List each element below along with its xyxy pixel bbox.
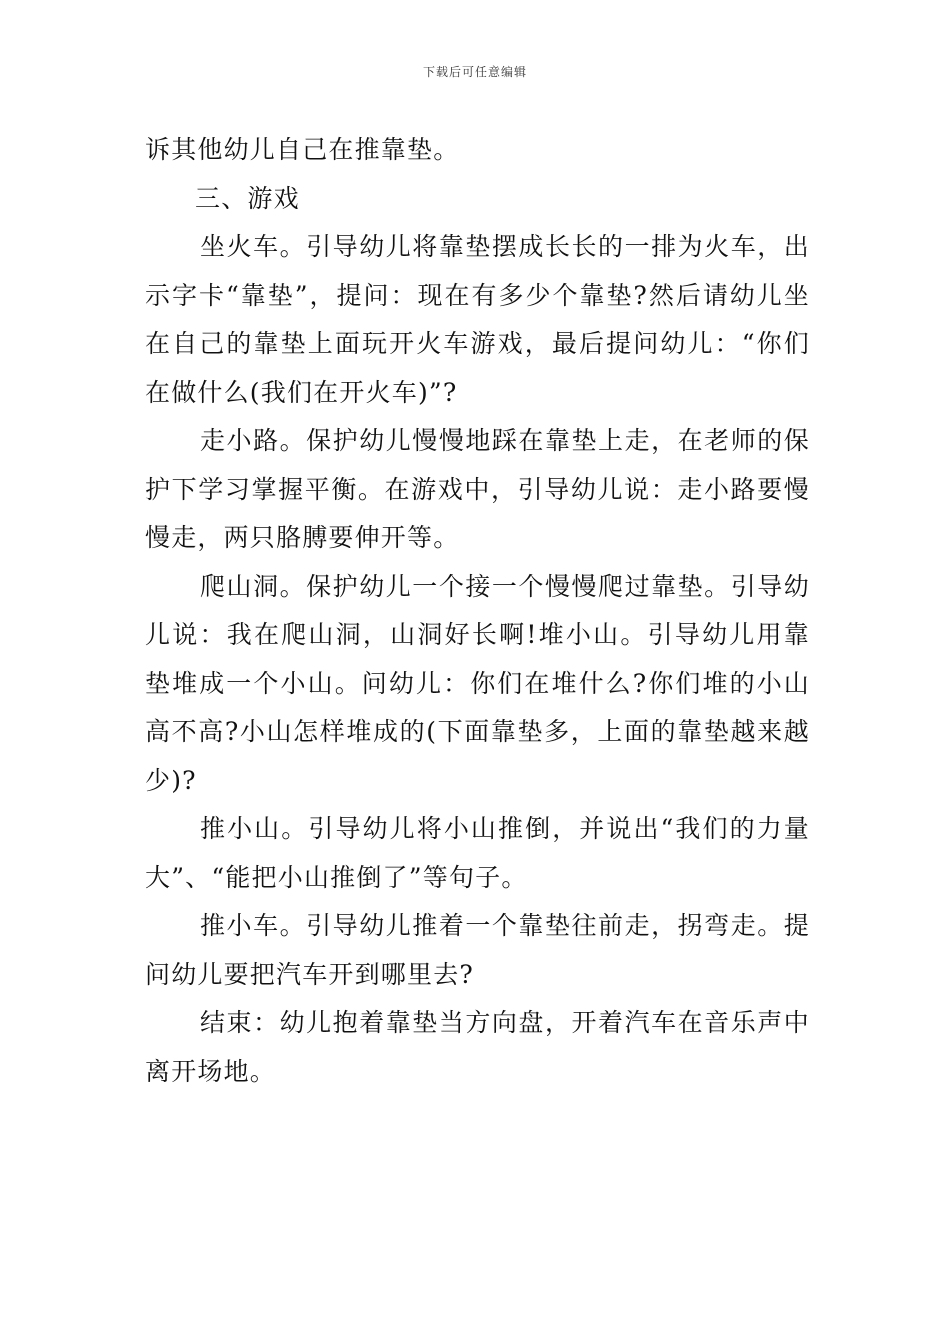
paragraph-push-hill: 推小山。引导幼儿将小山推倒，并说出“我们的力量大”、“能把小山推倒了”等句子。 (145, 814, 810, 892)
paragraph-push-cart: 推小车。引导幼儿推着一个靠垫往前走，拐弯走。提问幼儿要把汽车开到哪里去? (145, 911, 810, 989)
paragraph-train-game: 坐火车。引导幼儿将靠垫摆成长长的一排为火车，出示字卡“靠垫”，提问：现在有多少个靠垫?然后请幼儿坐在自己的靠垫上面玩开火车游戏，最后提问幼儿：“你们在做什么(我们在开火车)”? (145, 232, 810, 407)
section-heading-games: 三、游戏 (195, 183, 300, 213)
paragraph-ending: 结束：幼儿抱着靠垫当方向盘，开着汽车在音乐声中离开场地。 (145, 1008, 810, 1086)
paragraph-continuation: 诉其他幼儿自己在推靠垫。 (145, 135, 460, 164)
paragraph-cave-game: 爬山洞。保护幼儿一个接一个慢慢爬过靠垫。引导幼儿说：我在爬山洞，山洞好长啊!堆小山。引导幼儿用靠垫堆成一个小山。问幼儿：你们在堆什么?你们堆的小山高不高?小山怎样堆成的(下面靠垫多，上面的靠垫越来越少)? (145, 571, 810, 795)
page-header-note: 下载后可任意编辑 (422, 65, 527, 79)
document-body (145, 126, 810, 1096)
paragraph-path-game: 走小路。保护幼儿慢慢地踩在靠垫上走，在老师的保护下学习掌握平衡。在游戏中，引导幼儿说：走小路要慢慢走，两只胳膊要伸开等。 (145, 426, 810, 552)
